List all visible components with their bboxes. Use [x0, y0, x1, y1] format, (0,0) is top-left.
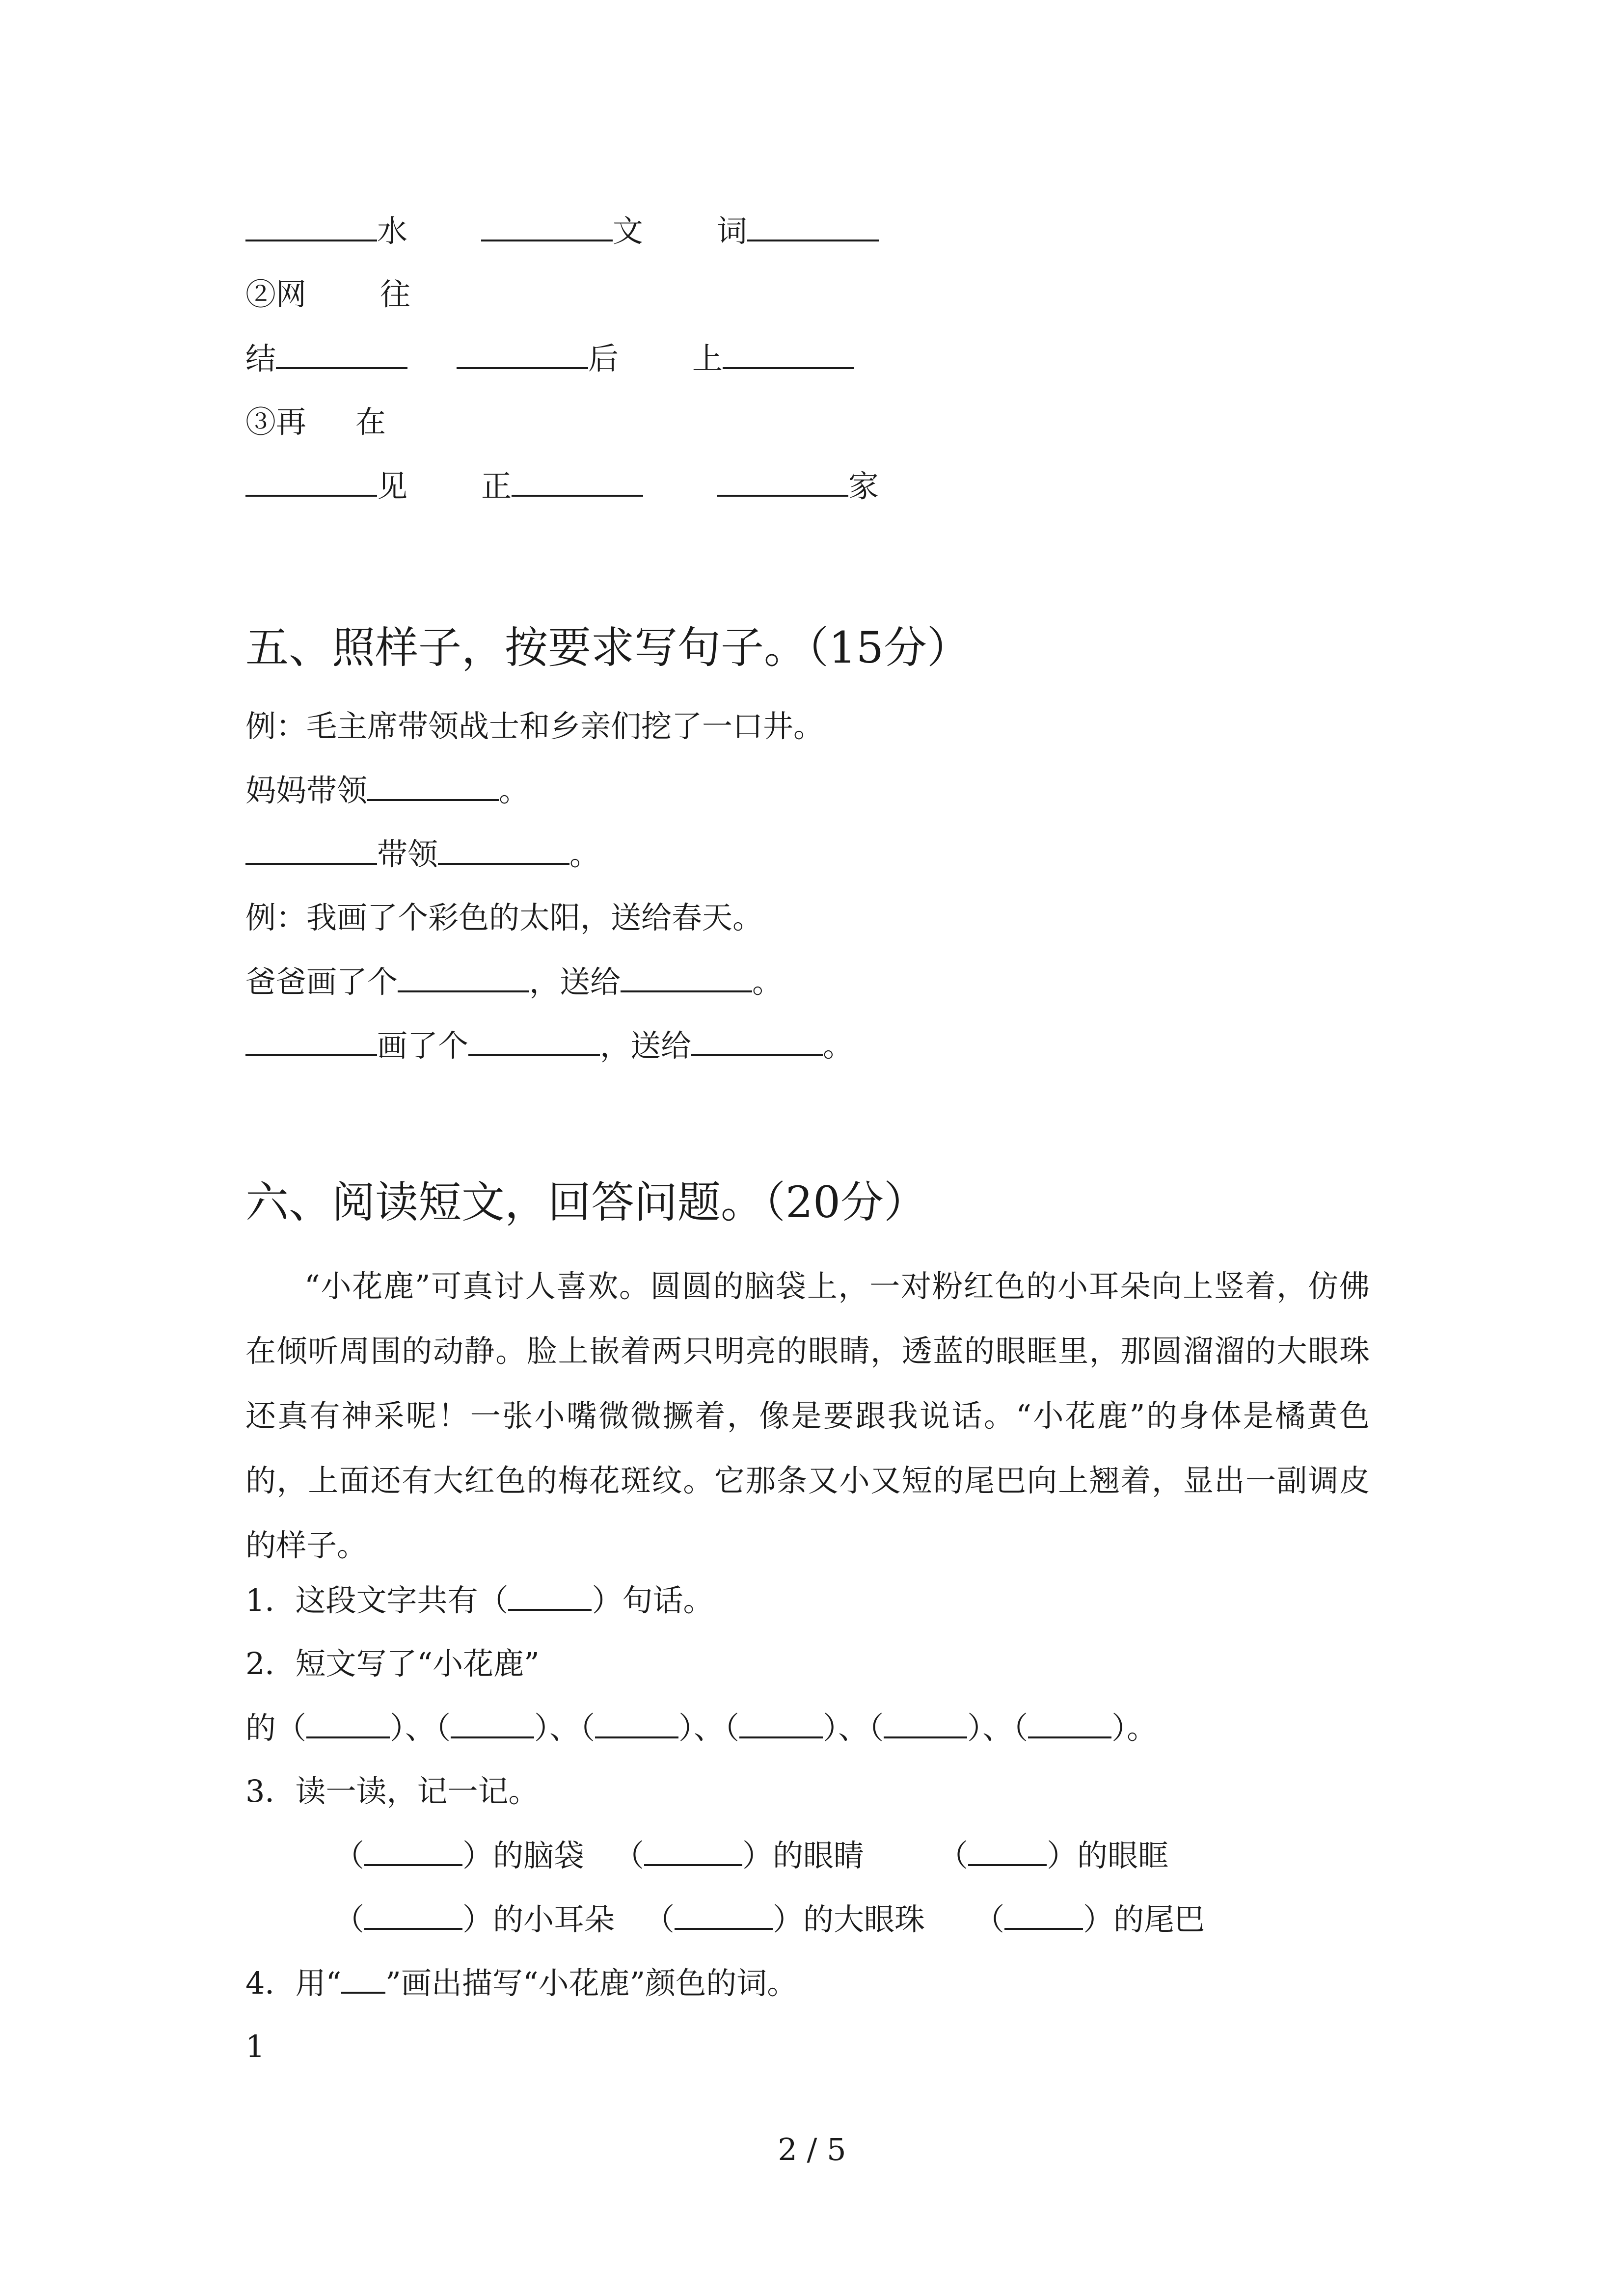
answer-blank[interactable]: [747, 211, 879, 241]
section-6-title: 六、阅读短文，回答问题。（20分）: [245, 1177, 927, 1228]
answer-blank[interactable]: [1028, 1708, 1111, 1738]
sentence-row-4: 画了个 ，送给 。: [245, 1026, 853, 1066]
answer-blank[interactable]: [367, 771, 499, 801]
question-4: 4．用“ ”画出描写“小花鹿”颜色的词。: [245, 1963, 797, 2003]
answer-blank[interactable]: [245, 834, 377, 865]
sentence-row-1: 妈妈带领 。: [245, 771, 529, 810]
answer-blank[interactable]: [276, 339, 407, 369]
answer-blank[interactable]: [1004, 1899, 1083, 1930]
page-number: 2 / 5: [778, 2132, 846, 2167]
answer-blank[interactable]: [968, 1836, 1047, 1866]
answer-blank[interactable]: [508, 1580, 592, 1611]
answer-blank[interactable]: [621, 962, 752, 992]
question-2-blanks: 的（ ）、（ ）、（ ）、（ ）、（ ）、（ ）。: [245, 1708, 1157, 1748]
answer-blank[interactable]: [723, 339, 854, 369]
answer-blank[interactable]: [884, 1708, 967, 1738]
word-row-2: ②网 往: [245, 276, 411, 312]
example-sentence-2: 例：我画了个彩色的太阳，送给春天。: [245, 900, 763, 935]
sentence-row-3: 爸爸画了个 ，送给 。: [245, 962, 783, 1002]
sentence-row-2: 带领 。: [245, 834, 600, 874]
answer-blank[interactable]: [245, 1026, 377, 1056]
answer-blank[interactable]: [245, 211, 377, 241]
answer-blank[interactable]: [451, 1708, 534, 1738]
fill-row-2: （ ）的小耳朵 （ ）的大眼珠 （ ）的尾巴: [334, 1899, 1205, 1939]
answer-blank[interactable]: [739, 1708, 823, 1738]
underline-mark: [341, 1963, 385, 1994]
word-row-1: 水 文 词: [245, 211, 879, 251]
word-row-3: 结 后 上: [245, 339, 854, 378]
answer-blank[interactable]: [691, 1026, 823, 1056]
question-3: 3．读一读，记一记。: [245, 1773, 539, 1809]
word-row-5: 见 正 家: [245, 466, 879, 506]
answer-blank[interactable]: [364, 1899, 462, 1930]
word-row-4: ③再 在: [245, 404, 386, 440]
fill-row-1: （ ）的脑袋 （ ）的眼睛 （ ）的眼眶: [334, 1836, 1168, 1875]
example-sentence-1: 例：毛主席带领战士和乡亲们挖了一口井。: [245, 708, 824, 744]
answer-blank[interactable]: [364, 1836, 462, 1866]
answer-blank[interactable]: [717, 466, 848, 497]
question-1: 1．这段文字共有（ ）句话。: [245, 1580, 713, 1620]
answer-blank[interactable]: [245, 466, 377, 497]
stray-number: 1: [245, 2029, 265, 2064]
answer-blank[interactable]: [468, 1026, 600, 1056]
answer-blank[interactable]: [306, 1708, 390, 1738]
answer-blank[interactable]: [595, 1708, 678, 1738]
question-2: 2．短文写了“小花鹿”: [245, 1646, 540, 1682]
reading-passage: “小花鹿”可真讨人喜欢。圆圆的脑袋上，一对粉红色的小耳朵向上竖着，仿佛在倾听周围的动静。脸上嵌着两只明亮的眼睛，透蓝的眼眶里，那圆溜溜的大眼珠还真有神采呢！一张小嘴微微撅着，像是要跟我说话。“小花鹿”的身体是橘黄色的，上面还有大红色的梅花斑纹。它那条又小又短的尾巴向上翘着，显出一副调皮的样子。: [245, 1268, 1370, 1563]
answer-blank[interactable]: [457, 339, 588, 369]
answer-blank[interactable]: [675, 1899, 773, 1930]
answer-blank[interactable]: [512, 466, 643, 497]
answer-blank[interactable]: [481, 211, 613, 241]
section-5-title: 五、照样子，按要求写句子。（15分）: [245, 622, 970, 673]
answer-blank[interactable]: [438, 834, 569, 865]
answer-blank[interactable]: [644, 1836, 742, 1866]
answer-blank[interactable]: [398, 962, 529, 992]
